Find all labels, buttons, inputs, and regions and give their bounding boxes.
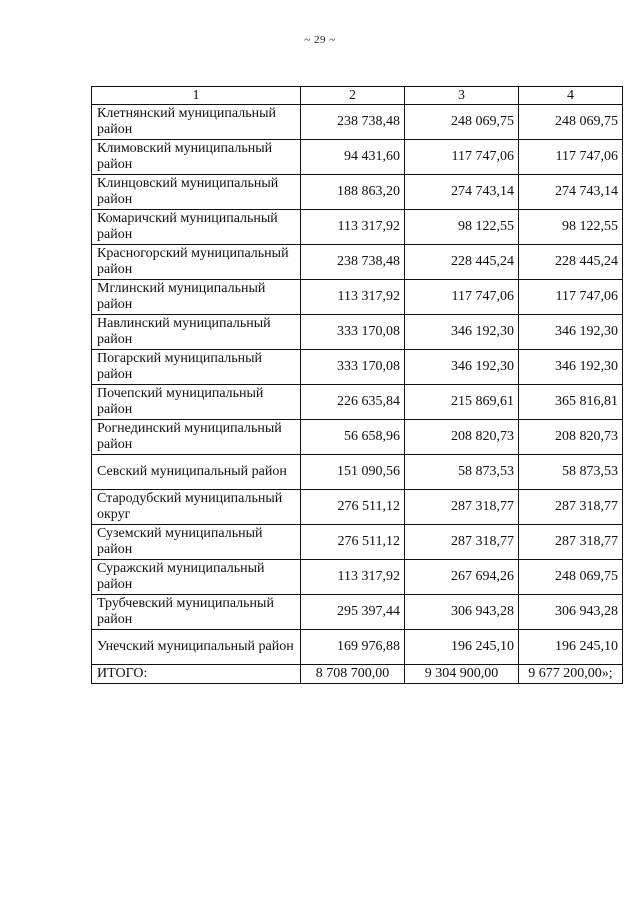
- district-name: Унечский муниципальный район: [92, 630, 301, 665]
- table-row: [92, 525, 623, 560]
- amount-col-3: 58 873,53: [405, 455, 519, 490]
- amount-col-3: 346 192,30: [405, 350, 519, 385]
- amount-col-3: 196 245,10: [405, 630, 519, 665]
- page-number: ~ 29 ~: [304, 34, 336, 46]
- district-name: Комаричский муниципальный район: [92, 210, 301, 245]
- district-name: Суземский муниципальный район: [92, 525, 301, 560]
- amount-col-2: 188 863,20: [301, 175, 405, 210]
- amount-col-3: 228 445,24: [405, 245, 519, 280]
- amount-col-2: 238 738,48: [301, 245, 405, 280]
- amount-col-4: 228 445,24: [519, 245, 623, 280]
- amount-col-3: 215 869,61: [405, 385, 519, 420]
- amount-col-4: 274 743,14: [519, 175, 623, 210]
- table-row: [92, 595, 623, 630]
- district-name: Климовский муниципальный район: [92, 140, 301, 175]
- amount-col-2: 333 170,08: [301, 315, 405, 350]
- amount-col-4: 248 069,75: [519, 560, 623, 595]
- column-header-3: 3: [405, 87, 519, 105]
- table-row: [92, 490, 623, 525]
- amount-col-3: 306 943,28: [405, 595, 519, 630]
- district-name: Суражский муниципальный район: [92, 560, 301, 595]
- amount-col-2: 226 635,84: [301, 385, 405, 420]
- amount-col-4: 208 820,73: [519, 420, 623, 455]
- table-row: [92, 350, 623, 385]
- table-row: [92, 175, 623, 210]
- district-name: Погарский муниципальный район: [92, 350, 301, 385]
- amount-col-3: 117 747,06: [405, 280, 519, 315]
- amount-col-2: 113 317,92: [301, 560, 405, 595]
- allocation-table: [91, 86, 623, 684]
- table-row: [92, 105, 623, 140]
- amount-col-2: 151 090,56: [301, 455, 405, 490]
- total-col-2: 8 708 700,00: [301, 665, 405, 684]
- amount-col-2: 113 317,92: [301, 210, 405, 245]
- amount-col-3: 208 820,73: [405, 420, 519, 455]
- amount-col-3: 287 318,77: [405, 490, 519, 525]
- table-row: [92, 630, 623, 665]
- amount-col-2: 295 397,44: [301, 595, 405, 630]
- district-name: Рогнединский муниципальный район: [92, 420, 301, 455]
- amount-col-4: 196 245,10: [519, 630, 623, 665]
- amount-col-3: 117 747,06: [405, 140, 519, 175]
- amount-col-4: 287 318,77: [519, 525, 623, 560]
- amount-col-4: 346 192,30: [519, 350, 623, 385]
- amount-col-4: 248 069,75: [519, 105, 623, 140]
- amount-col-3: 267 694,26: [405, 560, 519, 595]
- amount-col-2: 333 170,08: [301, 350, 405, 385]
- amount-col-4: 117 747,06: [519, 140, 623, 175]
- total-col-4: 9 677 200,00»;: [519, 665, 623, 684]
- district-name: Клетнянский муниципальный район: [92, 105, 301, 140]
- table-row: [92, 560, 623, 595]
- district-name: Стародубский муниципальный округ: [92, 490, 301, 525]
- district-name: Почепский муниципальный район: [92, 385, 301, 420]
- header-row: [92, 87, 623, 105]
- table-row: [92, 420, 623, 455]
- table-row: [92, 315, 623, 350]
- table-body: [92, 105, 623, 665]
- column-header-1: 1: [92, 87, 301, 105]
- amount-col-3: 248 069,75: [405, 105, 519, 140]
- amount-col-4: 306 943,28: [519, 595, 623, 630]
- amount-col-2: 276 511,12: [301, 525, 405, 560]
- district-name: Навлинский муниципальный район: [92, 315, 301, 350]
- amount-col-2: 94 431,60: [301, 140, 405, 175]
- table-footer: [92, 665, 623, 684]
- amount-col-2: 238 738,48: [301, 105, 405, 140]
- amount-col-4: 117 747,06: [519, 280, 623, 315]
- amount-col-3: 346 192,30: [405, 315, 519, 350]
- amount-col-2: 169 976,88: [301, 630, 405, 665]
- amount-col-3: 274 743,14: [405, 175, 519, 210]
- table-row: [92, 455, 623, 490]
- district-name: Клинцовский муниципальный район: [92, 175, 301, 210]
- amount-col-4: 98 122,55: [519, 210, 623, 245]
- amount-col-2: 113 317,92: [301, 280, 405, 315]
- table-row: [92, 245, 623, 280]
- table-row: [92, 140, 623, 175]
- district-name: Трубчевский муниципальный район: [92, 595, 301, 630]
- amount-col-2: 56 658,96: [301, 420, 405, 455]
- amount-col-4: 58 873,53: [519, 455, 623, 490]
- table-header: [92, 87, 623, 105]
- amount-col-3: 287 318,77: [405, 525, 519, 560]
- amount-col-4: 365 816,81: [519, 385, 623, 420]
- amount-col-4: 346 192,30: [519, 315, 623, 350]
- table-row: [92, 385, 623, 420]
- total-col-3: 9 304 900,00: [405, 665, 519, 684]
- district-name: Красногорский муниципальный район: [92, 245, 301, 280]
- table-row: [92, 210, 623, 245]
- total-label: ИТОГО:: [92, 665, 301, 684]
- district-name: Севский муниципальный район: [92, 455, 301, 490]
- amount-col-4: 287 318,77: [519, 490, 623, 525]
- column-header-2: 2: [301, 87, 405, 105]
- district-name: Мглинский муниципальный район: [92, 280, 301, 315]
- column-header-4: 4: [519, 87, 623, 105]
- table-row: [92, 280, 623, 315]
- amount-col-2: 276 511,12: [301, 490, 405, 525]
- amount-col-3: 98 122,55: [405, 210, 519, 245]
- total-row: [92, 665, 623, 684]
